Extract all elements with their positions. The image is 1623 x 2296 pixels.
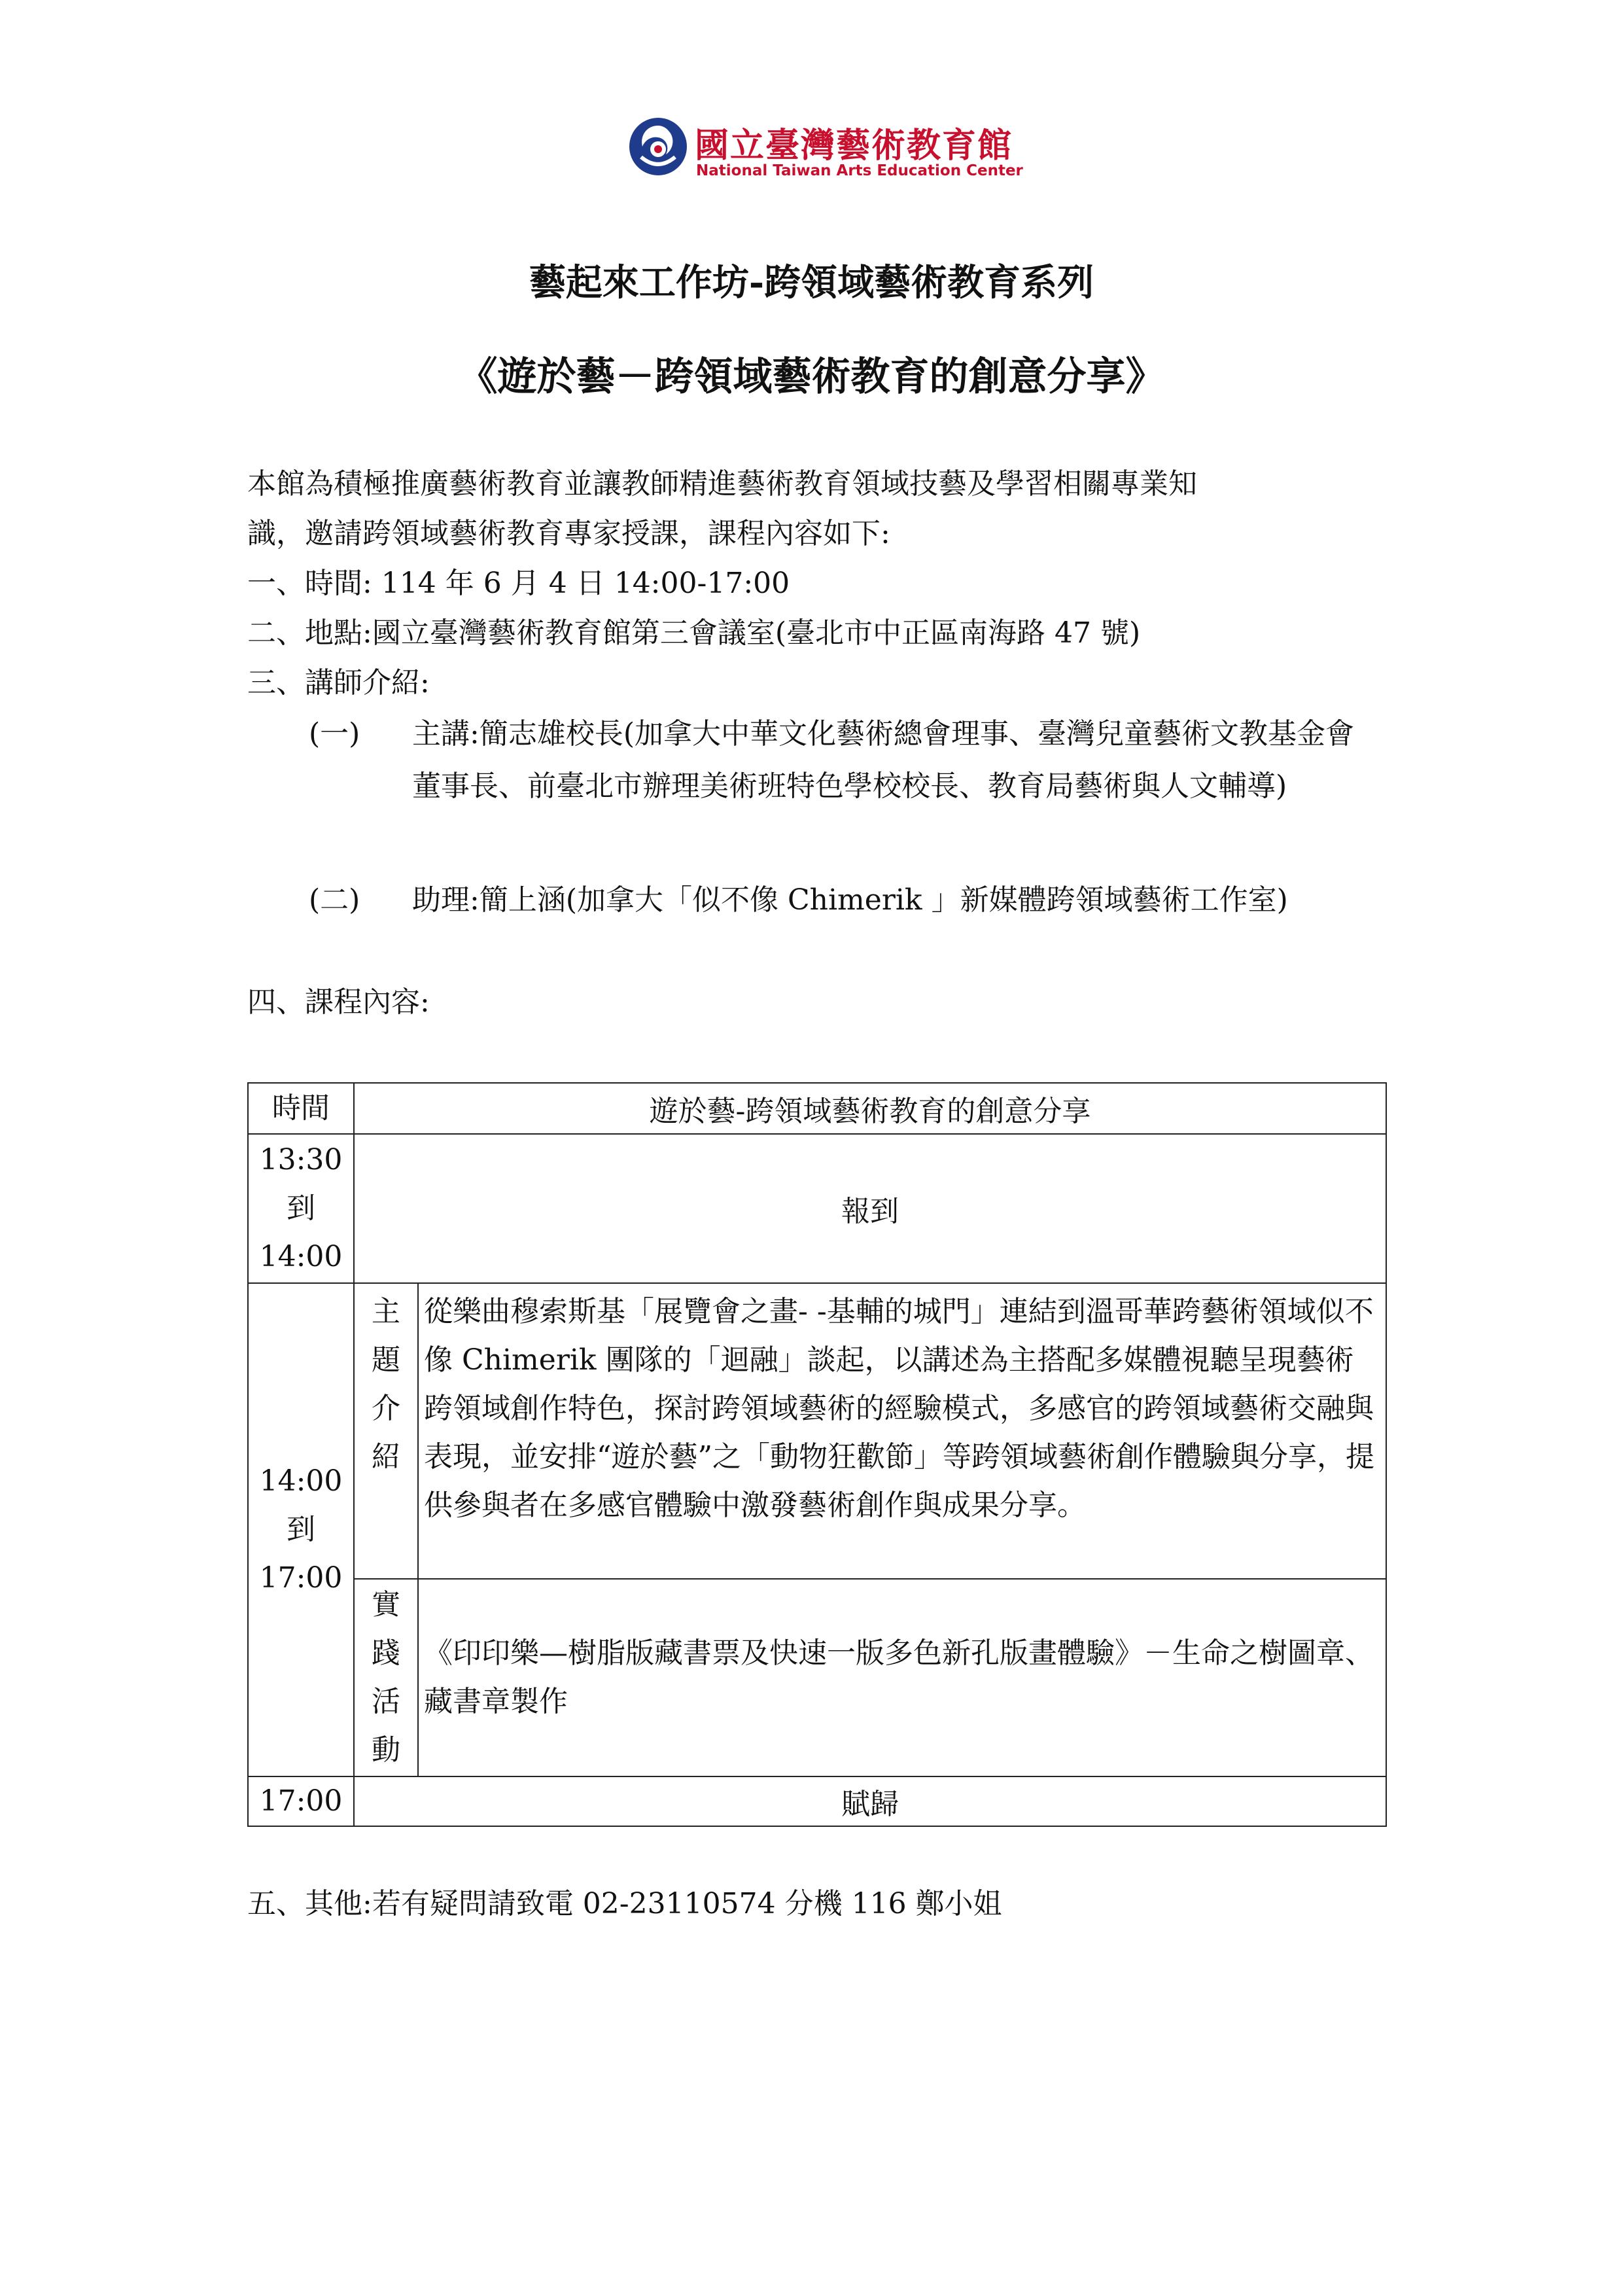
speaker-text-2: 助理:簡上涵(加拿大「似不像 Chimerik 」新媒體跨領域藝術工作室) [412,883,1288,917]
table-header-row [248,1083,1386,1134]
table-row [248,1579,1386,1776]
logo-name-zh: 國立臺灣藝術教育館 [695,126,1013,166]
intro-line-1: 本館為積極推廣藝術教育並讓教師精進藝術教育領域技藝及學習相關專業知 [247,467,1197,501]
intro-line-2: 識，邀請跨領域藝術教育專家授課，課程內容如下: [247,517,890,550]
table-row [248,1134,1386,1283]
item-speakers-heading: 三、講師介紹: [247,666,430,699]
item-other: 五、其他:若有疑問請致電 02-23110574 分機 116 鄭小姐 [247,1887,1002,1920]
row1-content: 報到 [354,1134,1386,1283]
practice-label: 實 踐 活 動 [354,1579,418,1776]
speaker-label-1: (一) [309,717,360,751]
logo-name-en: National Taiwan Arts Education Center [696,162,1023,179]
row1-time: 13:30 到 14:00 [248,1134,354,1283]
table-row [248,1776,1386,1826]
schedule-table [247,1082,1387,1827]
document-subtitle: 《遊於藝－跨領域藝術教育的創意分享》 [458,354,1165,400]
table-row [248,1283,1386,1579]
item-course-heading: 四、課程內容: [247,985,430,1019]
header-title: 遊於藝-跨領域藝術教育的創意分享 [354,1083,1386,1134]
practice-text: 《印印樂—樹脂版藏書票及快速一版多色新孔版畫體驗》－生命之樹圖章、藏書章製作 [418,1579,1386,1776]
item-location: 二、地點:國立臺灣藝術教育館第三會議室(臺北市中正區南海路 47 號) [247,616,1141,650]
row3-content: 賦歸 [354,1776,1386,1826]
theme-label: 主 題 介 紹 [354,1283,418,1579]
speaker-text-1: 主講:簡志雄校長(加拿大中華文化藝術總會理事、臺灣兒童藝術文教基金會董事長、前臺北市辦理美術班特色學校校長、教育局藝術與人文輔導) [412,717,1354,803]
item-time: 一、時間: 114 年 6 月 4 日 14:00-17:00 [247,567,790,600]
document-title: 藝起來工作坊-跨領域藝術教育系列 [529,261,1094,304]
logo-emblem-icon [628,116,688,177]
header-time: 時間 [248,1083,354,1134]
row2-time: 14:00 到 17:00 [248,1283,354,1776]
speaker-label-2: (二) [309,883,360,917]
row3-time: 17:00 [248,1776,354,1826]
center-logo [628,116,1021,188]
theme-text: 從樂曲穆索斯基「展覽會之畫- -基輔的城門」連結到溫哥華跨藝術領域似不像 Chimerik 團隊的「迴融」談起，以講述為主搭配多媒體視聽呈現藝術跨領域創作特色，探討跨領域藝術的經驗模式，多感官的跨領域藝術交融與表現，並安排“遊於藝”之「動物狂歡節」等跨領域藝術創作體驗與分享，提供參與者在多感官體驗中激發藝術創作與成果分享。 [418,1283,1386,1579]
